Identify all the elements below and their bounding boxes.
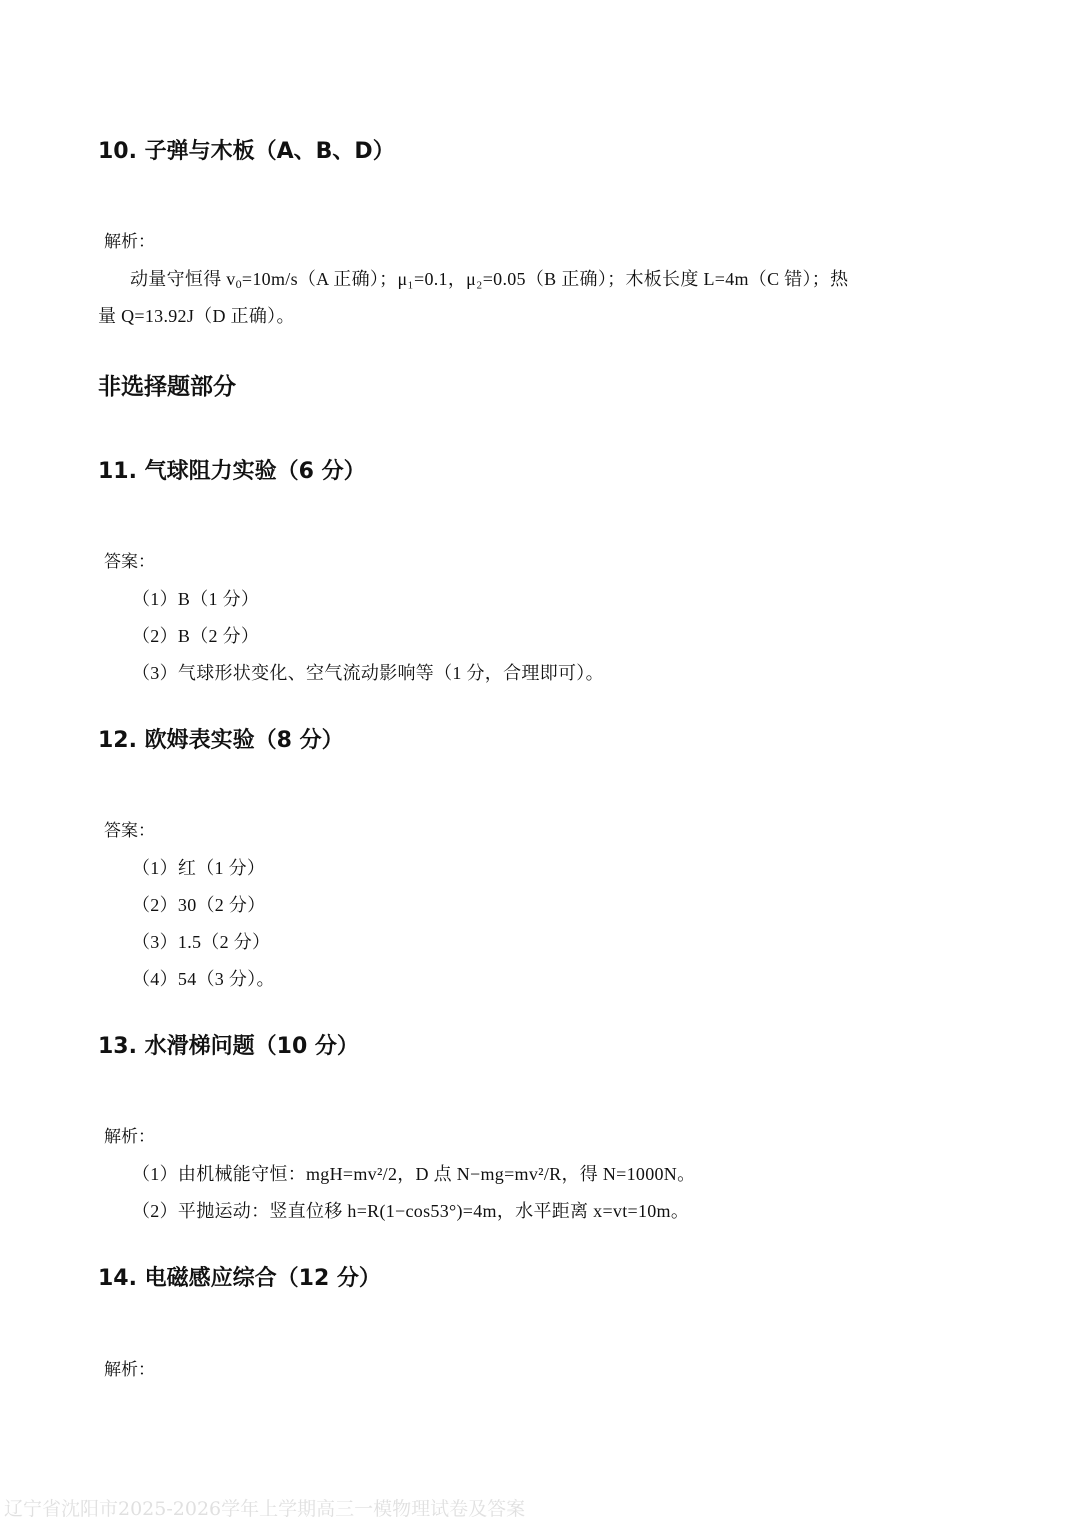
q13-analysis-item: （1）由机械能守恒：mgH=mv²/2，D 点 N−mg=mv²/R，得 N=1000N。: [132, 1164, 696, 1184]
q14-heading: 14. 电磁感应综合（12 分）: [98, 1266, 381, 1291]
q12-heading: 12. 欧姆表实验（8 分）: [98, 728, 344, 753]
q10-heading: 10. 子弹与木板（A、B、D）: [98, 139, 395, 164]
q10-line1-rest: =10m/s（A 正确）；μ₁=0.1，μ₂=0.05（B 正确）；木板长度 L=4m（C 错）；热: [241, 269, 849, 289]
q13-heading: 13. 水滑梯问题（10 分）: [98, 1034, 359, 1059]
q11-heading: 11. 气球阻力实验（6 分）: [98, 459, 366, 484]
q10-analysis-line1: [130, 266, 848, 292]
q11-answer-item: （1）B（1 分）: [132, 589, 260, 609]
footer-watermark-text: 辽宁省沈阳市2025-2026学年上学期高三一模物理试卷及答案: [4, 1498, 526, 1520]
q11-answer-label: 答案：: [104, 552, 155, 572]
q11-answer-item: （2）B（2 分）: [132, 626, 260, 646]
q12-answer-item: （1）红（1 分）: [132, 858, 266, 878]
q13-analysis-label: 解析：: [104, 1127, 155, 1147]
q13-analysis-item: （2）平抛运动：竖直位移 h=R(1−cos53°)=4m，水平距离 x=vt=10m。: [132, 1201, 690, 1221]
q12-answer-item: （2）30（2 分）: [132, 895, 266, 915]
q14-analysis-label: 解析：: [104, 1360, 155, 1380]
q12-answer-label: 答案：: [104, 821, 155, 841]
q10-analysis-label: 解析：: [104, 232, 155, 252]
q10-analysis-line2: 量 Q=13.92J（D 正确）。: [98, 306, 295, 326]
q11-answer-item: （3）气球形状变化、空气流动影响等（1 分，合理即可）。: [132, 663, 604, 683]
q12-answer-item: （3）1.5（2 分）: [132, 932, 271, 952]
q10-line1-text: 动量守恒得 v: [130, 269, 236, 289]
q12-answer-item: （4）54（3 分）。: [132, 969, 275, 989]
q10-line1-subscript: 0: [235, 277, 242, 291]
section-title: 非选择题部分: [98, 374, 236, 400]
